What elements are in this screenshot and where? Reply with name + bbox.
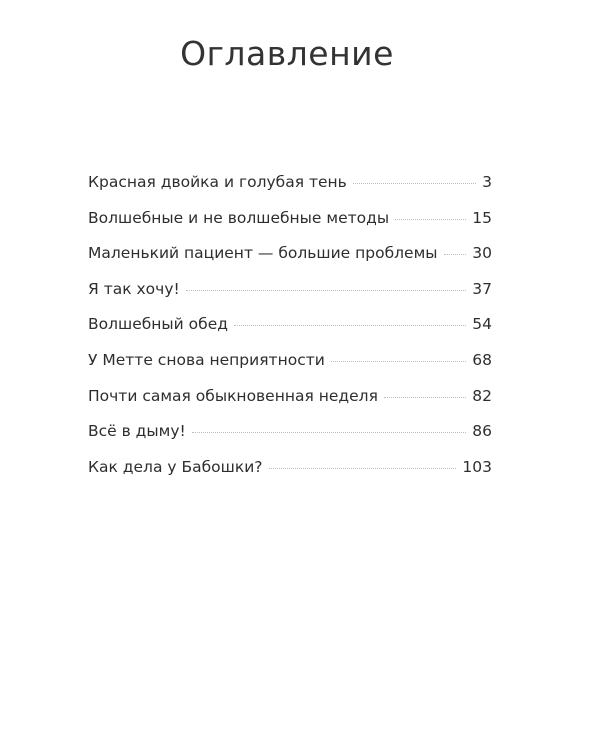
toc-entry-title: Волшебные и не волшебные методы	[88, 208, 390, 227]
toc-entry-title: Красная двойка и голубая тень	[88, 173, 347, 191]
toc-entry-page: 37	[472, 279, 492, 298]
dot-leader	[186, 290, 467, 291]
toc-entry-page: 86	[472, 422, 492, 441]
toc-entry-title: Волшебный обед	[88, 315, 228, 334]
toc-entry	[88, 243, 492, 279]
toc-entry	[88, 172, 492, 208]
toc-entry	[88, 279, 492, 315]
toc-entry-page: 30	[472, 244, 492, 263]
toc-entry	[88, 421, 492, 457]
dot-leader	[444, 254, 467, 255]
dot-leader	[331, 361, 466, 362]
toc-entry	[88, 386, 492, 422]
table-of-contents	[88, 172, 492, 492]
toc-entry-title: Как дела у Бабошки?	[88, 457, 263, 476]
page-title: Оглавление	[180, 34, 394, 73]
dot-leader	[395, 219, 466, 220]
toc-entry	[88, 457, 492, 493]
toc-entry	[88, 350, 492, 386]
toc-entry-page: 82	[472, 386, 492, 405]
toc-entry-title: Маленький пациент — большие проблемы	[88, 244, 438, 263]
toc-entry-page: 68	[472, 350, 492, 369]
dot-leader	[353, 183, 476, 184]
toc-entry-page: 3	[482, 173, 492, 191]
toc-entry-title: Почти самая обыкновенная неделя	[88, 386, 378, 405]
toc-entry-title: Всё в дыму!	[88, 422, 186, 441]
toc-entry-page: 103	[462, 457, 492, 476]
toc-entry-title: Я так хочу!	[88, 279, 180, 298]
toc-entry-title: У Метте снова неприятности	[88, 350, 325, 369]
toc-entry-page: 15	[472, 208, 492, 227]
toc-entry	[88, 208, 492, 244]
dot-leader	[269, 468, 457, 469]
dot-leader	[384, 397, 466, 398]
dot-leader	[234, 325, 466, 326]
toc-entry-page: 54	[472, 315, 492, 334]
toc-entry	[88, 314, 492, 350]
dot-leader	[192, 432, 467, 433]
